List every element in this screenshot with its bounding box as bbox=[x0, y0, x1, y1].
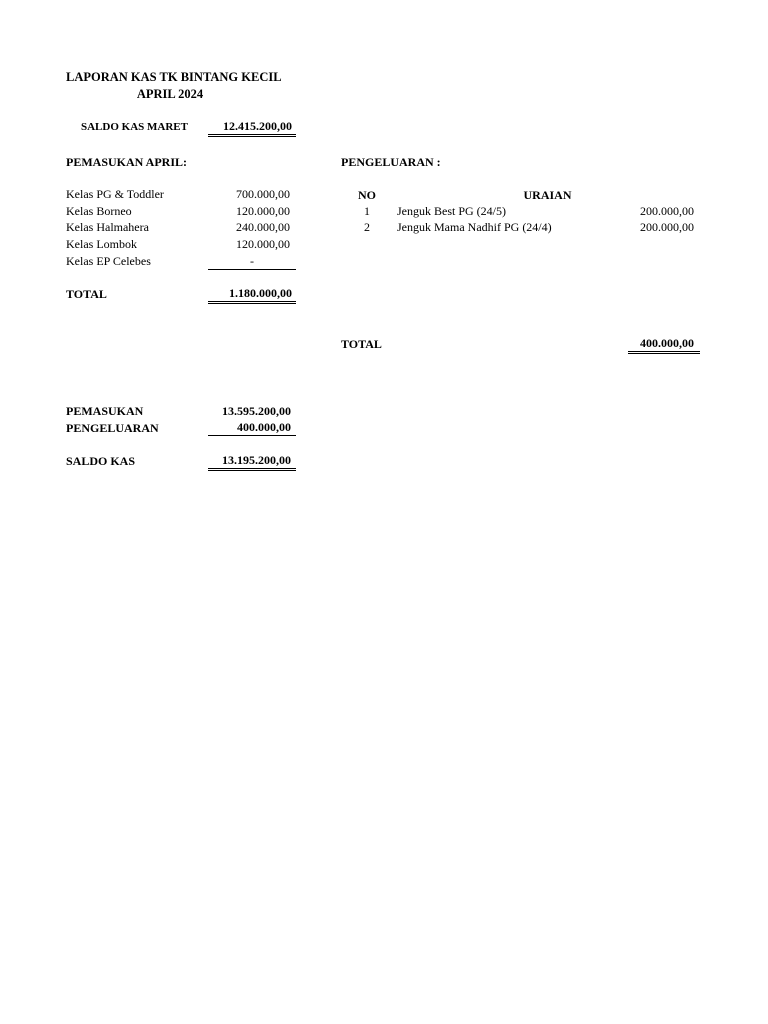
opening-balance-amount: 12.415.200,00 bbox=[223, 119, 292, 133]
income-heading: PEMASUKAN APRIL: bbox=[66, 155, 188, 169]
expense-total-value bbox=[628, 336, 700, 354]
report-title: LAPORAN KAS TK BINTANG KECIL bbox=[66, 70, 282, 84]
income-total-label: TOTAL bbox=[66, 287, 107, 301]
income-total-amount: 1.180.000,00 bbox=[229, 286, 292, 300]
income-item-label: Kelas Borneo bbox=[66, 204, 132, 218]
expense-row-desc: Jenguk Best PG (24/5) bbox=[397, 204, 506, 218]
income-total-value bbox=[208, 286, 296, 304]
expense-row-value: 200.000,00 bbox=[640, 204, 694, 218]
income-item-value: - bbox=[208, 254, 296, 270]
summary-balance-label: SALDO KAS bbox=[66, 454, 136, 468]
expense-row-value: 200.000,00 bbox=[640, 220, 694, 234]
income-item-label: Kelas Lombok bbox=[66, 237, 137, 251]
report-period: APRIL 2024 bbox=[136, 87, 204, 101]
expense-row-no: 1 bbox=[364, 204, 370, 218]
expense-col-no: NO bbox=[358, 188, 376, 202]
summary-expense-label: PENGELUARAN bbox=[66, 421, 159, 435]
summary-income-label: PEMASUKAN bbox=[66, 404, 144, 418]
summary-expense-amount: 400.000,00 bbox=[237, 420, 291, 434]
expense-total-label: TOTAL bbox=[341, 337, 382, 351]
opening-balance-label: SALDO KAS MARET bbox=[81, 121, 188, 133]
income-item-value: 700.000,00 bbox=[236, 187, 290, 201]
expense-row-desc: Jenguk Mama Nadhif PG (24/4) bbox=[397, 220, 552, 234]
summary-income-value: 13.595.200,00 bbox=[222, 404, 291, 418]
income-item-label: Kelas PG & Toddler bbox=[66, 187, 164, 201]
expense-row-no: 2 bbox=[364, 220, 370, 234]
summary-balance-value bbox=[208, 453, 296, 471]
income-item-value: 240.000,00 bbox=[236, 220, 290, 234]
summary-balance-amount: 13.195.200,00 bbox=[222, 453, 291, 467]
opening-balance-value bbox=[208, 119, 296, 137]
income-item-label: Kelas EP Celebes bbox=[66, 254, 151, 268]
expense-heading: PENGELUARAN : bbox=[341, 155, 441, 169]
income-item-label: Kelas Halmahera bbox=[66, 220, 149, 234]
expense-col-desc: URAIAN bbox=[523, 188, 572, 202]
income-item-value: 120.000,00 bbox=[236, 204, 290, 218]
summary-expense-value bbox=[208, 420, 296, 436]
income-item-value: 120.000,00 bbox=[236, 237, 290, 251]
expense-total-amount: 400.000,00 bbox=[640, 336, 694, 350]
